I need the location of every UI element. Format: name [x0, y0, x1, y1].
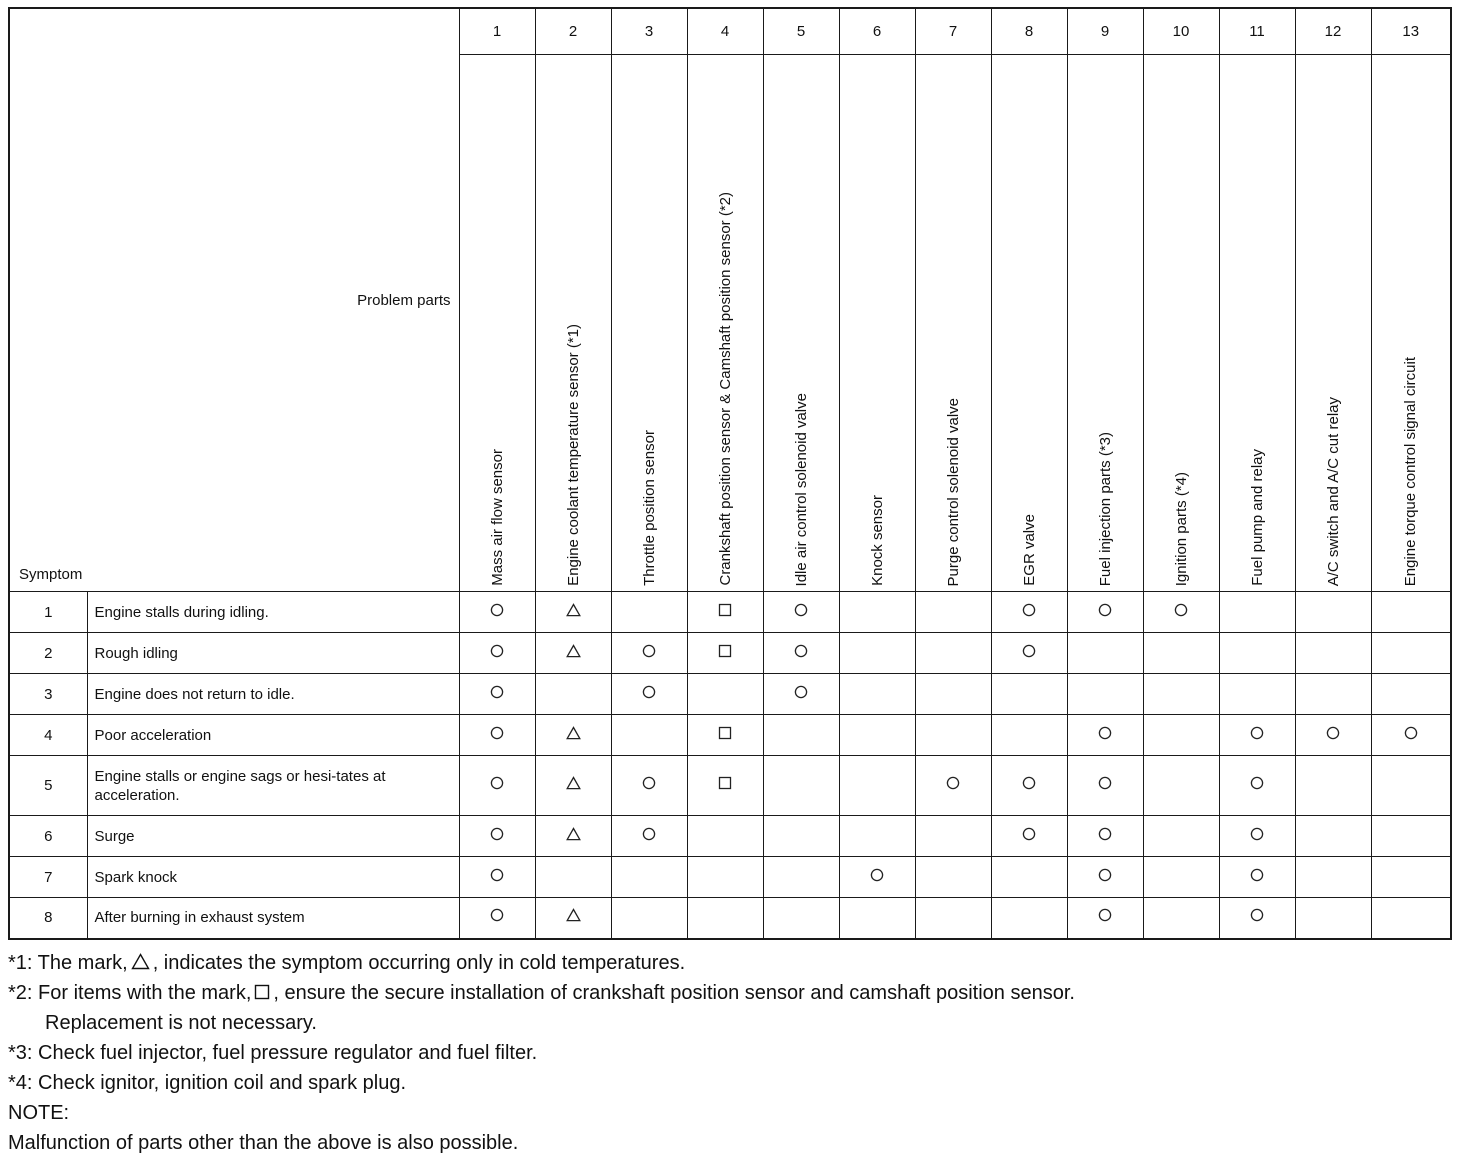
table-row	[9, 756, 1451, 816]
column-label: A/C switch and A/C cut relay	[1324, 396, 1342, 586]
column-number: 4	[687, 8, 763, 55]
circle-mark-icon	[1022, 827, 1036, 841]
matrix-cell	[763, 674, 839, 715]
column-number: 11	[1219, 8, 1295, 55]
circle-mark-icon	[870, 868, 884, 882]
matrix-cell	[1219, 898, 1295, 939]
column-number: 7	[915, 8, 991, 55]
matrix-cell	[915, 715, 991, 756]
column-header	[1219, 55, 1295, 592]
matrix-cell	[763, 633, 839, 674]
symptom-label: Engine stalls or engine sags or hesi-tates at acceleration.	[87, 756, 459, 816]
matrix-cell	[687, 898, 763, 939]
square-icon	[254, 984, 270, 1000]
matrix-cell	[611, 715, 687, 756]
matrix-cell	[1219, 816, 1295, 857]
matrix-cell	[915, 592, 991, 633]
matrix-cell	[763, 756, 839, 816]
footnote-1	[8, 948, 1454, 978]
column-header	[839, 55, 915, 592]
circle-mark-icon	[490, 644, 504, 658]
matrix-cell	[915, 857, 991, 898]
table-row	[9, 816, 1451, 857]
column-label: EGR valve	[1020, 514, 1038, 586]
matrix-cell	[611, 816, 687, 857]
matrix-cell	[991, 898, 1067, 939]
matrix-cell	[535, 898, 611, 939]
matrix-cell	[1067, 756, 1143, 816]
footnote-3: *3: Check fuel injector, fuel pressure regulator and fuel filter.	[8, 1042, 538, 1064]
diagnosis-matrix	[8, 7, 1452, 940]
square-mark-icon	[718, 726, 732, 740]
matrix-cell	[687, 756, 763, 816]
matrix-cell	[763, 816, 839, 857]
column-label: Crankshaft position sensor & Camshaft position sensor (*2)	[716, 192, 734, 586]
circle-mark-icon	[642, 827, 656, 841]
symptom-number: 5	[9, 756, 87, 816]
circle-mark-icon	[642, 776, 656, 790]
symptom-label: Symptom	[19, 566, 83, 583]
matrix-cell	[839, 674, 915, 715]
matrix-cell	[687, 592, 763, 633]
matrix-cell	[915, 816, 991, 857]
matrix-cell	[839, 633, 915, 674]
matrix-cell	[535, 857, 611, 898]
triangle-mark-icon	[566, 908, 581, 922]
footnote-2-continuation: Replacement is not necessary.	[45, 1012, 317, 1034]
matrix-cell	[1067, 898, 1143, 939]
circle-mark-icon	[490, 908, 504, 922]
matrix-cell	[1295, 816, 1371, 857]
matrix-cell	[1295, 592, 1371, 633]
matrix-cell	[1295, 857, 1371, 898]
circle-mark-icon	[946, 776, 960, 790]
header-corner	[9, 8, 459, 592]
circle-mark-icon	[1022, 603, 1036, 617]
matrix-cell	[535, 674, 611, 715]
column-label: Purge control solenoid valve	[944, 397, 962, 586]
matrix-cell	[535, 592, 611, 633]
matrix-cell	[1143, 715, 1219, 756]
column-number: 3	[611, 8, 687, 55]
matrix-cell	[459, 592, 535, 633]
footnote-4: *4: Check ignitor, ignition coil and spark plug.	[8, 1072, 407, 1094]
matrix-cell	[839, 592, 915, 633]
column-number-row	[9, 8, 1451, 55]
note-text: Malfunction of parts other than the above is also possible.	[8, 1132, 519, 1154]
matrix-cell	[1371, 816, 1451, 857]
matrix-cell	[839, 898, 915, 939]
matrix-cell	[1219, 715, 1295, 756]
symptom-label: Engine does not return to idle.	[87, 674, 459, 715]
circle-mark-icon	[1250, 908, 1264, 922]
matrix-cell	[459, 756, 535, 816]
matrix-cell	[763, 715, 839, 756]
triangle-mark-icon	[566, 827, 581, 841]
matrix-cell	[1067, 857, 1143, 898]
matrix-cell	[763, 592, 839, 633]
column-number: 1	[459, 8, 535, 55]
footnote-1-text-end: , indicates the symptom occurring only in cold temperatures.	[152, 952, 686, 974]
matrix-cell	[459, 857, 535, 898]
matrix-cell	[1219, 756, 1295, 816]
column-label: Ignition parts (*4)	[1172, 471, 1190, 586]
column-label: Knock sensor	[868, 495, 886, 586]
circle-mark-icon	[1098, 726, 1112, 740]
matrix-cell	[1067, 633, 1143, 674]
matrix-cell	[991, 857, 1067, 898]
triangle-mark-icon	[566, 603, 581, 617]
matrix-cell	[1371, 633, 1451, 674]
matrix-cell	[611, 633, 687, 674]
matrix-cell	[535, 633, 611, 674]
footnotes	[8, 948, 1454, 1158]
column-number: 10	[1143, 8, 1219, 55]
matrix-cell	[991, 633, 1067, 674]
circle-mark-icon	[1250, 868, 1264, 882]
circle-mark-icon	[490, 603, 504, 617]
matrix-cell	[1371, 898, 1451, 939]
column-label: Throttle position sensor	[640, 430, 658, 586]
triangle-mark-icon	[566, 644, 581, 658]
column-label: Mass air flow sensor	[488, 449, 506, 586]
column-header	[915, 55, 991, 592]
column-header	[459, 55, 535, 592]
column-header	[1371, 55, 1451, 592]
circle-mark-icon	[1250, 776, 1264, 790]
column-header	[687, 55, 763, 592]
circle-mark-icon	[1404, 726, 1418, 740]
circle-mark-icon	[490, 726, 504, 740]
column-label: Fuel injection parts (*3)	[1096, 431, 1114, 586]
matrix-cell	[1219, 592, 1295, 633]
matrix-cell	[1295, 674, 1371, 715]
symptom-label: After burning in exhaust system	[87, 898, 459, 939]
circle-mark-icon	[1174, 603, 1188, 617]
matrix-cell	[687, 633, 763, 674]
circle-mark-icon	[642, 685, 656, 699]
column-number: 6	[839, 8, 915, 55]
matrix-cell	[611, 898, 687, 939]
matrix-cell	[915, 674, 991, 715]
symptom-number: 7	[9, 857, 87, 898]
matrix-cell	[1295, 898, 1371, 939]
symptom-number: 3	[9, 674, 87, 715]
note-label: NOTE:	[8, 1102, 70, 1124]
matrix-cell	[839, 756, 915, 816]
circle-mark-icon	[490, 827, 504, 841]
table-row	[9, 674, 1451, 715]
matrix-cell	[687, 674, 763, 715]
footnote-2	[8, 978, 1454, 1038]
circle-mark-icon	[1250, 827, 1264, 841]
matrix-cell	[839, 715, 915, 756]
matrix-cell	[1143, 816, 1219, 857]
footnote-2-text: *2: For items with the mark,	[8, 982, 252, 1004]
matrix-cell	[687, 857, 763, 898]
matrix-cell	[915, 898, 991, 939]
table-row	[9, 715, 1451, 756]
matrix-cell	[991, 816, 1067, 857]
matrix-cell	[1295, 633, 1371, 674]
column-header	[991, 55, 1067, 592]
column-number: 12	[1295, 8, 1371, 55]
matrix-cell	[1295, 715, 1371, 756]
symptom-number: 4	[9, 715, 87, 756]
column-number: 2	[535, 8, 611, 55]
matrix-cell	[1067, 674, 1143, 715]
matrix-cell	[991, 592, 1067, 633]
matrix-cell	[611, 592, 687, 633]
matrix-cell	[687, 816, 763, 857]
circle-mark-icon	[490, 685, 504, 699]
matrix-cell	[459, 674, 535, 715]
matrix-cell	[459, 715, 535, 756]
column-header	[763, 55, 839, 592]
matrix-cell	[1371, 756, 1451, 816]
column-header	[1295, 55, 1371, 592]
column-label: Engine coolant temperature sensor (*1)	[564, 324, 582, 586]
matrix-cell	[1143, 756, 1219, 816]
circle-mark-icon	[1022, 644, 1036, 658]
matrix-cell	[991, 674, 1067, 715]
matrix-cell	[1143, 674, 1219, 715]
matrix-cell	[1067, 816, 1143, 857]
symptom-number: 6	[9, 816, 87, 857]
matrix-cell	[1371, 857, 1451, 898]
matrix-cell	[459, 816, 535, 857]
square-mark-icon	[718, 644, 732, 658]
matrix-cell	[611, 756, 687, 816]
column-label: Engine torque control signal circuit	[1402, 356, 1420, 586]
triangle-icon	[131, 953, 150, 970]
matrix-cell	[1219, 633, 1295, 674]
column-number: 5	[763, 8, 839, 55]
circle-mark-icon	[1098, 603, 1112, 617]
matrix-cell	[1067, 592, 1143, 633]
circle-mark-icon	[1098, 868, 1112, 882]
matrix-cell	[611, 674, 687, 715]
matrix-cell	[763, 857, 839, 898]
column-header	[611, 55, 687, 592]
matrix-cell	[915, 756, 991, 816]
footnote-1-text: *1: The mark,	[8, 952, 128, 974]
matrix-cell	[1371, 592, 1451, 633]
symptom-label: Rough idling	[87, 633, 459, 674]
table-row	[9, 898, 1451, 939]
matrix-cell	[1143, 857, 1219, 898]
square-mark-icon	[718, 776, 732, 790]
symptom-number: 8	[9, 898, 87, 939]
column-label: Fuel pump and relay	[1248, 449, 1266, 586]
column-header	[1067, 55, 1143, 592]
table-row	[9, 857, 1451, 898]
circle-mark-icon	[1098, 908, 1112, 922]
matrix-cell	[459, 898, 535, 939]
circle-mark-icon	[1326, 726, 1340, 740]
symptom-number: 1	[9, 592, 87, 633]
symptom-rows	[9, 592, 1451, 939]
matrix-cell	[1143, 592, 1219, 633]
symptom-number: 2	[9, 633, 87, 674]
column-header	[1143, 55, 1219, 592]
column-label: Idle air control solenoid valve	[792, 392, 810, 586]
problem-parts-label: Problem parts	[357, 292, 451, 309]
matrix-cell	[1295, 756, 1371, 816]
circle-mark-icon	[794, 603, 808, 617]
column-header	[535, 55, 611, 592]
matrix-cell	[1371, 674, 1451, 715]
circle-mark-icon	[490, 776, 504, 790]
matrix-cell	[1143, 633, 1219, 674]
table-row	[9, 633, 1451, 674]
symptom-label: Surge	[87, 816, 459, 857]
circle-mark-icon	[794, 685, 808, 699]
column-number: 13	[1371, 8, 1451, 55]
circle-mark-icon	[642, 644, 656, 658]
matrix-cell	[1067, 715, 1143, 756]
circle-mark-icon	[794, 644, 808, 658]
symptom-label: Spark knock	[87, 857, 459, 898]
circle-mark-icon	[1098, 827, 1112, 841]
footnote-2-text-end: , ensure the secure installation of crankshaft position sensor and camshaft position sensor.	[273, 982, 1075, 1004]
table-row	[9, 592, 1451, 633]
circle-mark-icon	[490, 868, 504, 882]
matrix-cell	[991, 715, 1067, 756]
triangle-mark-icon	[566, 776, 581, 790]
square-mark-icon	[718, 603, 732, 617]
matrix-cell	[839, 857, 915, 898]
matrix-cell	[535, 715, 611, 756]
triangle-mark-icon	[566, 726, 581, 740]
circle-mark-icon	[1098, 776, 1112, 790]
matrix-cell	[687, 715, 763, 756]
matrix-cell	[1219, 857, 1295, 898]
matrix-cell	[1371, 715, 1451, 756]
circle-mark-icon	[1022, 776, 1036, 790]
matrix-cell	[915, 633, 991, 674]
matrix-cell	[991, 756, 1067, 816]
matrix-cell	[535, 756, 611, 816]
matrix-cell	[535, 816, 611, 857]
matrix-cell	[459, 633, 535, 674]
matrix-cell	[611, 857, 687, 898]
symptom-label: Poor acceleration	[87, 715, 459, 756]
symptom-label: Engine stalls during idling.	[87, 592, 459, 633]
column-number: 9	[1067, 8, 1143, 55]
matrix-cell	[1219, 674, 1295, 715]
matrix-cell	[763, 898, 839, 939]
column-number: 8	[991, 8, 1067, 55]
matrix-cell	[839, 816, 915, 857]
matrix-cell	[1143, 898, 1219, 939]
circle-mark-icon	[1250, 726, 1264, 740]
